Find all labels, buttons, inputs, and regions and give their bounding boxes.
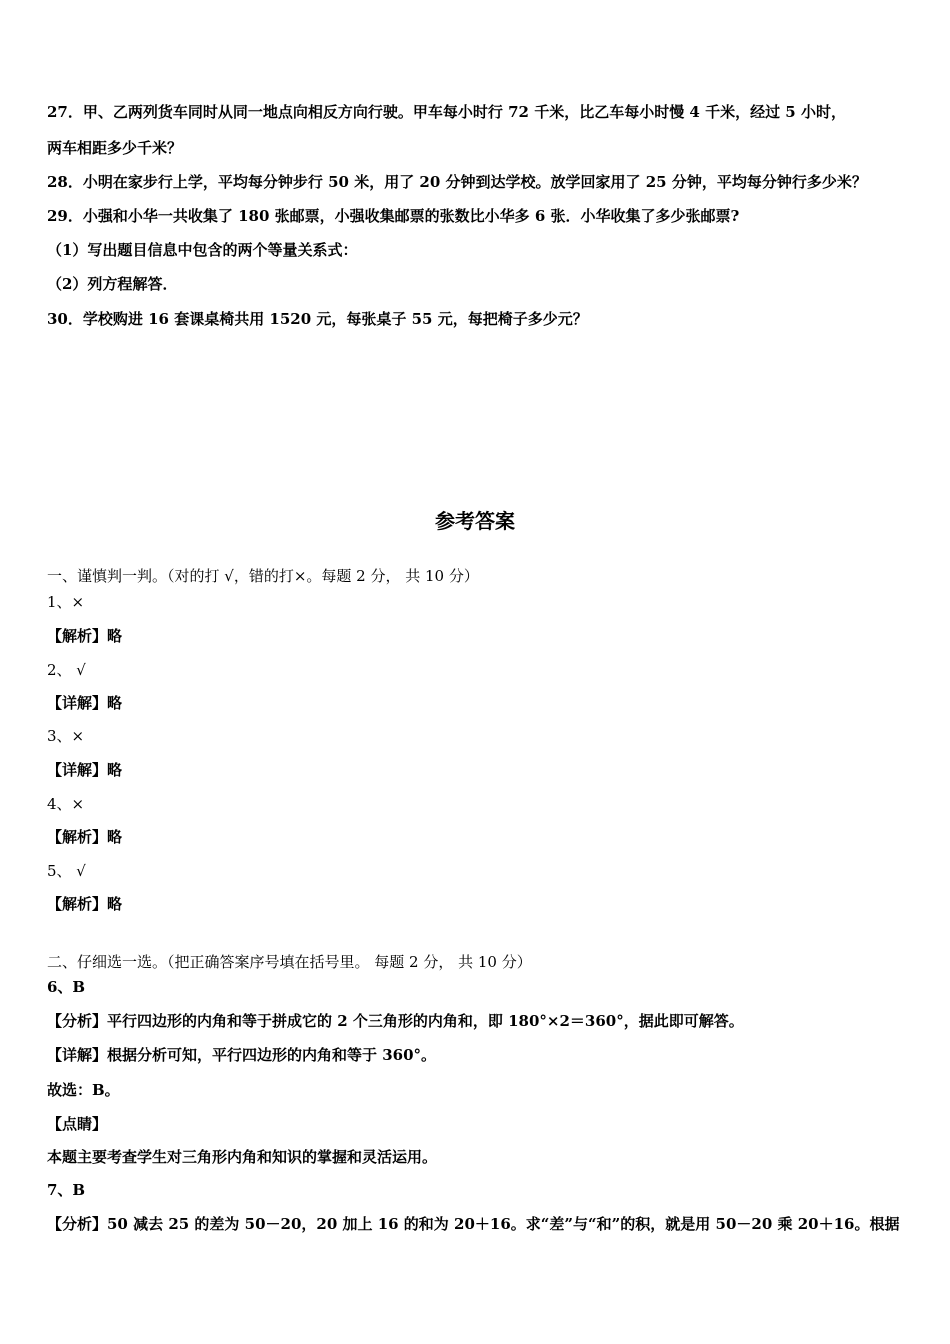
question-29-part-1: （1）写出题目信息中包含的两个等量关系式： (47, 241, 358, 259)
answer-6: 6、B (47, 978, 86, 996)
answer-4: 4、× (47, 795, 85, 813)
question-29-part-2: （2）列方程解答． (47, 275, 178, 293)
answer-6-analysis: 【分析】平行四边形的内角和等于拼成它的 2 个三角形的内角和，即 180°×2＝360°，据此即可解答。 (47, 1012, 744, 1030)
answer-4-note: 【解析】略 (47, 828, 123, 846)
answer-6-tip-label: 【点睛】 (47, 1115, 108, 1133)
answer-2: 2、 √ (47, 661, 86, 679)
answer-6-tip: 本题主要考查学生对三角形内角和知识的掌握和灵活运用。 (47, 1148, 438, 1166)
answer-3-note: 【详解】略 (47, 761, 123, 779)
answer-7: 7、B (47, 1181, 86, 1199)
answer-6-detail: 【详解】根据分析可知，平行四边形的内角和等于 360°。 (47, 1046, 437, 1064)
question-29: 29．小强和小华一共收集了 180 张邮票，小强收集邮票的张数比小华多 6 张．小华收集了多少张邮票? (47, 207, 740, 225)
section2-heading: 二、仔细选一选。（把正确答案序号填在括号里。 每题 2 分， 共 10 分） (47, 953, 532, 971)
answer-3: 3、× (47, 727, 85, 745)
answer-1-note: 【解析】略 (47, 627, 123, 645)
answer-1: 1、× (47, 593, 85, 611)
question-28: 28．小明在家步行上学，平均每分钟步行 50 米，用了 20 分钟到达学校。放学回家用了 25 分钟，平均每分钟行多少米？ (47, 173, 867, 191)
question-30: 30．学校购进 16 套课桌椅共用 1520 元，每张桌子 55 元，每把椅子多少元？ (47, 310, 588, 328)
answer-7-analysis: 【分析】50 减去 25 的差为 50－20，20 加上 16 的和为 20＋16。求“差”与“和”的积，就是用 50－20 乘 20＋16。根据 (47, 1215, 900, 1233)
answer-2-note: 【详解】略 (47, 694, 123, 712)
answer-5: 5、 √ (47, 862, 86, 880)
answer-5-note: 【解析】略 (47, 895, 123, 913)
section1-heading: 一、谨慎判一判。（对的打 √，错的打×。每题 2 分， 共 10 分） (47, 567, 479, 585)
question-27-line-1: 27．甲、乙两列货车同时从同一地点向相反方向行驶。甲车每小时行 72 千米，比乙车每小时慢 4 千米，经过 5 小时， (47, 103, 846, 121)
answers-title: 参考答案 (435, 509, 515, 533)
answer-6-choice: 故选：B。 (47, 1081, 120, 1099)
question-27-line-2: 两车相距多少千米？ (47, 139, 183, 157)
